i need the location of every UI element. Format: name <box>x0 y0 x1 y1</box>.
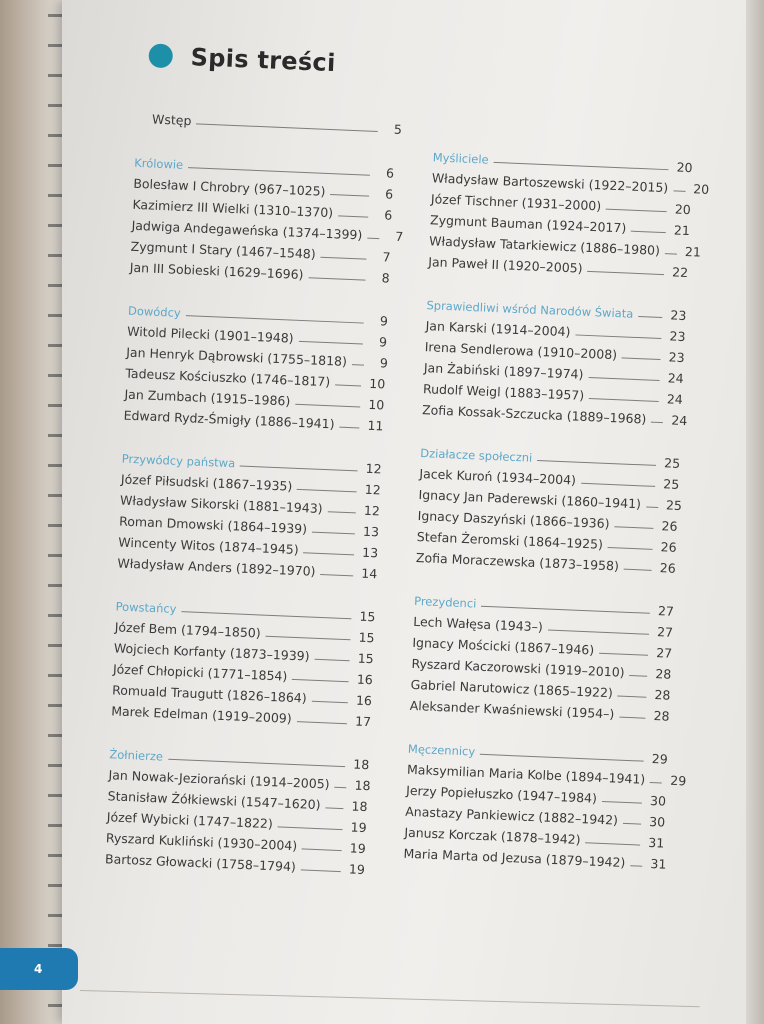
dot-leader <box>548 630 649 635</box>
section-heading: Działacze społeczni <box>420 446 533 465</box>
dot-leader <box>292 679 349 682</box>
entry-title: Józef Tischner (1931–2000) <box>430 191 602 214</box>
dot-leader <box>302 848 342 851</box>
dot-leader <box>619 717 645 719</box>
entry-title: Tadeusz Kościuszko (1746–1817) <box>125 365 331 390</box>
dot-leader <box>599 653 648 656</box>
section-page: 6 <box>385 165 395 181</box>
entry-page: 9 <box>378 334 388 350</box>
section-heading: Żołnierze <box>109 747 164 764</box>
dot-leader <box>623 823 641 825</box>
entry-page: 9 <box>379 355 389 371</box>
entry-page: 28 <box>653 708 670 724</box>
entry-title: Maksymilian Maria Kolbe (1894–1941) <box>406 761 646 787</box>
dot-leader <box>589 398 659 402</box>
entry-title: Wojciech Korfanty (1873–1939) <box>113 640 310 664</box>
entry-page: 23 <box>669 328 686 345</box>
accent-dot-icon <box>148 43 173 68</box>
toc-section <box>117 445 382 582</box>
dot-leader <box>312 532 355 535</box>
entry-title: Jan Zumbach (1915–1986) <box>124 386 291 409</box>
entry-page: 23 <box>668 349 685 366</box>
dot-leader <box>587 271 664 275</box>
dot-leader <box>196 123 377 132</box>
entry-page: 21 <box>684 243 702 260</box>
section-heading: Myśliciele <box>432 150 489 167</box>
entry-title: Jan Henryk Dąbrowski (1755–1818) <box>125 344 348 369</box>
entry-title: Józef Bem (1794–1850) <box>114 619 261 641</box>
dot-leader <box>585 842 640 845</box>
entry-page: 14 <box>361 565 378 582</box>
dot-leader <box>581 483 655 487</box>
entry-page: 13 <box>361 544 379 561</box>
entry-title: Ignacy Mościcki (1867–1946) <box>412 634 595 658</box>
toc-section <box>123 297 388 434</box>
entry-page: 15 <box>358 629 375 646</box>
entry-page: 24 <box>671 412 688 429</box>
entry-page: 28 <box>655 666 672 682</box>
dot-leader <box>297 721 347 724</box>
entry-title: Ignacy Jan Paderewski (1860–1941) <box>418 487 642 512</box>
entry-title: Władysław Sikorski (1881–1943) <box>119 492 323 516</box>
dot-leader <box>629 675 647 677</box>
dot-leader <box>334 787 346 789</box>
dot-leader <box>338 215 368 217</box>
title-row <box>148 41 336 77</box>
toc-section <box>428 143 710 281</box>
entry-title: Władysław Bartoszewski (1922–2015) <box>431 170 669 196</box>
entry-page: 19 <box>350 819 367 836</box>
entry-page: 20 <box>692 181 710 197</box>
toc-section <box>111 592 376 729</box>
section-page: 9 <box>379 313 389 329</box>
dot-leader <box>266 636 351 641</box>
entry-page: 17 <box>354 713 372 730</box>
entry-page: 18 <box>351 798 368 815</box>
entry-title: Jan Karski (1914–2004) <box>425 318 571 340</box>
intro-label: Wstęp <box>151 111 192 129</box>
section-heading: Dowódcy <box>127 303 182 320</box>
entry-page: 8 <box>381 270 390 286</box>
section-page: 20 <box>676 159 693 176</box>
dot-leader <box>646 507 658 509</box>
dot-leader <box>608 547 653 550</box>
dot-leader <box>638 316 662 318</box>
entry-page: 6 <box>384 186 394 202</box>
entry-title: Rudolf Weigl (1883–1957) <box>422 381 585 403</box>
entry-page: 31 <box>650 856 667 872</box>
toc-section <box>105 740 370 877</box>
entry-title: Józef Chłopicki (1771–1854) <box>112 661 288 684</box>
entry-page: 25 <box>663 476 680 492</box>
entry-page: 20 <box>674 201 692 218</box>
entry-page: 29 <box>669 772 687 789</box>
entry-page: 7 <box>382 249 391 265</box>
dot-leader <box>575 334 661 339</box>
entry-page: 16 <box>356 671 374 688</box>
dot-leader <box>352 364 364 366</box>
entry-title: Zygmunt Bauman (1924–2017) <box>429 212 627 236</box>
section-page: 25 <box>663 455 681 471</box>
dot-leader <box>673 190 685 192</box>
section-page: 18 <box>353 756 370 773</box>
section-page: 23 <box>670 307 687 324</box>
dot-leader <box>297 489 357 492</box>
dot-leader <box>630 865 642 867</box>
entry-page: 22 <box>671 264 689 281</box>
entry-title: Jadwiga Andegaweńska (1374–1399) <box>131 217 363 243</box>
entry-page: 26 <box>659 560 677 576</box>
entry-title: Stanisław Żółkiewski (1547–1620) <box>107 788 321 813</box>
dot-leader <box>308 277 365 280</box>
section-heading: Męczennicy <box>407 741 476 759</box>
entry-page: 26 <box>661 518 678 534</box>
entry-title: Władysław Tatarkiewicz (1886–1980) <box>428 233 661 258</box>
dot-leader <box>622 357 661 360</box>
entry-page: 7 <box>395 228 404 245</box>
dot-leader <box>321 257 367 260</box>
entry-title: Jan Nowak-Jeziorański (1914–2005) <box>108 767 330 792</box>
entry-title: Władysław Anders (1892–1970) <box>117 555 316 579</box>
entry-page: 27 <box>655 645 673 661</box>
entry-title: Edward Rydz-Śmigły (1886–1941) <box>123 407 335 432</box>
dot-leader <box>588 377 659 381</box>
dot-leader <box>631 231 666 233</box>
entry-page: 12 <box>364 481 382 498</box>
entry-page: 18 <box>354 777 371 794</box>
intro-entry <box>152 106 403 137</box>
dot-leader <box>298 341 362 345</box>
dot-leader <box>614 526 653 529</box>
entry-title: Zofia Kossak-Szczucka (1889–1968) <box>421 402 647 427</box>
dot-leader <box>327 511 355 513</box>
entry-title: Jan Paweł II (1920–2005) <box>428 254 583 276</box>
entry-page: 30 <box>648 813 666 830</box>
toc-section <box>416 439 681 576</box>
toc-content <box>31 24 750 992</box>
entry-page: 26 <box>660 539 677 555</box>
dot-leader <box>618 696 647 698</box>
entry-title: Witold Pilecki (1901–1948) <box>126 323 294 346</box>
entry-title: Jerzy Popiełuszko (1947–1984) <box>405 782 598 806</box>
entry-page: 24 <box>666 391 684 407</box>
entry-page: 13 <box>362 523 380 540</box>
section-heading: Przywódcy państwa <box>121 451 236 471</box>
dot-leader <box>301 869 341 872</box>
entry-page: 30 <box>649 792 667 809</box>
entry-title: Zofia Moraczewska (1873–1958) <box>415 549 620 574</box>
entry-title: Stefan Żeromski (1864–1925) <box>416 528 604 552</box>
section-page: 12 <box>365 460 382 477</box>
entry-page: 31 <box>648 834 665 851</box>
entry-page: 16 <box>355 692 373 709</box>
entry-title: Aleksander Kwaśniewski (1954–) <box>409 697 615 722</box>
page-edge-shadow <box>746 0 764 1024</box>
section-heading: Prezydenci <box>413 593 477 611</box>
toc-section <box>409 587 674 724</box>
entry-title: Bartosz Głowacki (1758–1794) <box>104 851 297 875</box>
dot-leader <box>335 384 361 386</box>
dot-leader <box>367 238 379 240</box>
entry-page: 10 <box>368 396 385 413</box>
entry-title: Lech Wałęsa (1943–) <box>412 613 544 635</box>
dot-leader <box>304 552 355 555</box>
section-page: 29 <box>651 751 669 767</box>
dot-leader <box>314 659 349 661</box>
entry-title: Ignacy Daszyński (1866–1936) <box>417 507 610 532</box>
entry-title: Zygmunt I Stary (1467–1548) <box>130 238 316 262</box>
entry-page: 19 <box>348 861 366 878</box>
entry-title: Romuald Traugutt (1826–1864) <box>111 682 308 706</box>
entry-page: 12 <box>363 502 381 519</box>
entry-title: Jan Żabiński (1897–1974) <box>423 360 584 382</box>
page-title: Spis treści <box>190 43 337 78</box>
dot-leader <box>320 574 353 576</box>
entry-title: Roman Dmowski (1864–1939) <box>118 513 308 537</box>
dot-leader <box>650 782 662 784</box>
dot-leader <box>339 427 359 429</box>
section-heading: Powstańcy <box>115 599 177 616</box>
entry-page: 21 <box>673 222 691 239</box>
entry-title: Anastazy Pankiewicz (1882–1942) <box>405 803 619 828</box>
entry-page: 25 <box>665 497 683 514</box>
entry-title: Józef Piłsudski (1867–1935) <box>120 471 293 494</box>
entry-page: 11 <box>367 417 384 434</box>
dot-leader <box>606 209 667 213</box>
section-page: 15 <box>359 608 376 625</box>
entry-page: 10 <box>368 375 386 392</box>
dot-leader <box>651 422 663 424</box>
dot-leader <box>665 253 677 255</box>
entry-title: Józef Wybicki (1747–1822) <box>106 809 274 832</box>
entry-page: 15 <box>357 650 374 667</box>
dot-leader <box>602 801 642 804</box>
entry-title: Janusz Korczak (1878–1942) <box>404 824 581 848</box>
toc-section <box>403 735 687 872</box>
entry-title: Jan III Sobieski (1629–1696) <box>129 259 304 282</box>
entry-title: Jacek Kuroń (1934–2004) <box>419 466 577 488</box>
intro-page: 5 <box>393 121 403 137</box>
entry-title: Bolesław I Chrobry (967–1025) <box>133 175 326 199</box>
entry-title: Ryszard Kaczorowski (1919–2010) <box>411 655 625 680</box>
entry-title: Ryszard Kukliński (1930–2004) <box>105 830 298 854</box>
section-page: 27 <box>657 603 675 619</box>
section-heading: Sprawiedliwi wśród Narodów Świata <box>426 298 634 321</box>
entry-page: 28 <box>654 687 671 703</box>
dot-leader <box>278 826 343 830</box>
entry-page: 19 <box>349 840 367 857</box>
toc-section <box>129 149 404 286</box>
entry-page: 27 <box>656 624 674 640</box>
entry-title: Irena Sendlerowa (1910–2008) <box>424 339 618 363</box>
entry-title: Marek Edelman (1919–2009) <box>110 703 293 726</box>
toc-column-right <box>402 143 710 893</box>
dot-leader <box>295 404 360 408</box>
toc-section <box>422 291 687 428</box>
entry-page: 24 <box>667 370 685 387</box>
page-number: 4 <box>34 962 43 976</box>
entry-title: Gabriel Narutowicz (1865–1922) <box>410 676 614 701</box>
dot-leader <box>325 807 343 809</box>
dot-leader <box>312 701 348 704</box>
entry-title: Maria Marta od Jezusa (1879–1942) <box>403 845 626 870</box>
dot-leader <box>330 194 369 197</box>
dot-leader <box>624 569 652 571</box>
section-heading: Królowie <box>133 155 184 172</box>
entry-title: Wincenty Witos (1874–1945) <box>118 534 299 558</box>
toc-column-left <box>104 149 404 899</box>
entry-title: Kazimierz III Wielki (1310–1370) <box>132 196 334 221</box>
entry-page: 6 <box>384 207 393 223</box>
